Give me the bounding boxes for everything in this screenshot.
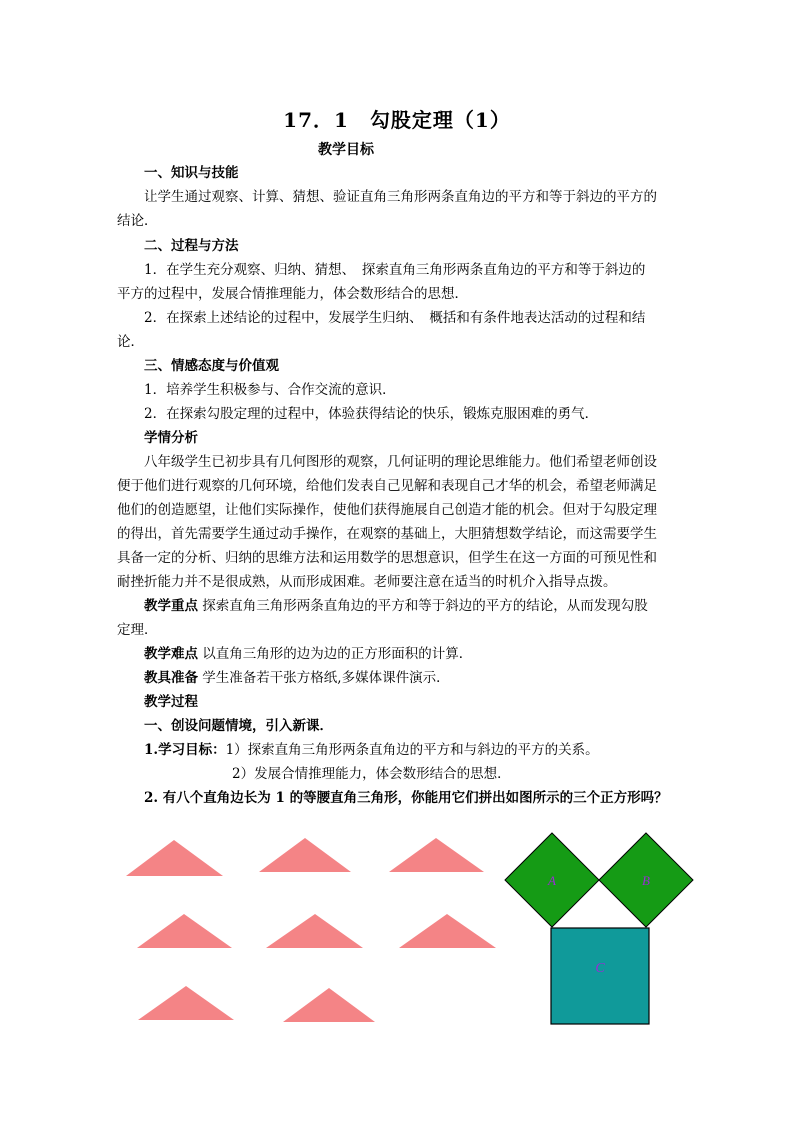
triangle-5 [266,914,363,948]
goal-1: 1）探索直角三角形两条直角边的平方和与斜边的平方的关系。 [225,742,599,758]
key-point-text: 探索直角三角形两条直角边的平方和等于斜边的平方的结论，从而发现勾股 [198,598,648,614]
analysis-heading: 学情分析 [144,430,198,446]
analysis-line3: 他们的创造愿望，让他们实际操作，使他们获得施展自己创造才能的机会。但对于勾股定理 [117,502,657,518]
sec2-item1-line2: 平方的过程中，发展合情推理能力，体会数形结合的思想． [117,286,468,302]
triangle-7 [138,986,234,1020]
sec2-item2-line2: 论． [117,334,144,350]
square-c [551,928,649,1024]
sec2-heading: 二、过程与方法 [144,238,239,254]
tools-label: 教具准备 [144,670,198,686]
sec1-text-line1: 让学生通过观察、计算、猜想、验证直角三角形两条直角边的平方和等于斜边的平方的 [144,189,657,205]
question-line: 2. 有八个直角边长为 1 的等腰直角三角形，你能用它们拼出如图所示的三个正方形吗？ [144,790,668,806]
label-c: C [595,961,605,976]
triangle-1 [126,840,223,876]
goal-line2: 2）发展合情推理能力，体会数形结合的思想． [232,766,511,782]
sec3-heading: 三、情感态度与价值观 [144,358,279,374]
analysis-line6: 耐挫折能力并不是很成熟，从而形成困难。老师要注意在适当的时机介入指导点拨。 [117,574,617,590]
triangle-2 [259,838,351,872]
triangle-8 [283,988,375,1022]
sec3-item1: 1．培养学生积极参与、合作交流的意识． [144,382,396,398]
sec1-text-line2: 结论． [117,213,158,229]
page-title: 17．1 勾股定理（1） [283,108,511,132]
analysis-line2: 便于他们进行观察的几何环境，给他们发表自己见解和表现自己才华的机会，希望老师满足 [117,478,657,494]
key-point-line1 [144,594,648,618]
tools-text: 学生准备若干张方格纸,多媒体课件演示． [198,670,450,686]
key-point-line2: 定理． [117,622,158,638]
process-heading: 教学过程 [144,694,198,710]
goal-label: 1.学习目标： [144,742,226,758]
analysis-line4: 的得出，首先需要学生通过动手操作，在观察的基础上，大胆猜想数学结论，而这需要学生 [117,526,657,542]
triangles-and-squares-figure [0,830,794,1040]
difficulty-label: 教学难点 [144,646,198,662]
label-a: A [548,873,556,888]
sec2-item2-line1: 2．在探索上述结论的过程中，发展学生归纳、 概括和有条件地表达活动的过程和结 [144,310,646,326]
difficulty-text: 以直角三角形的边为边的正方形面积的计算． [198,646,473,662]
tools-line [144,666,450,690]
analysis-line5: 具备一定的分析、归纳的思维方法和运用数学的思想意识，但学生在这一方面的可预见性和 [117,550,657,566]
part1-heading: 一、创设问题情境，引入新课． [144,718,333,734]
sec2-item1-line1: 1．在学生充分观察、归纳、猜想、 探索直角三角形两条直角边的平方和等于斜边的 [144,262,646,278]
triangle-6 [399,914,496,948]
label-b: B [642,873,650,888]
sec3-item2: 2．在探索勾股定理的过程中，体验获得结论的快乐，锻炼克服困难的勇气． [144,406,599,422]
triangle-3 [389,838,484,872]
key-point-label: 教学重点 [144,598,198,614]
analysis-line1: 八年级学生已初步具有几何图形的观察，几何证明的理论思维能力。他们希望老师创设 [144,454,657,470]
triangle-4 [137,914,232,948]
goal-line1 [144,738,599,762]
section-subtitle: 教学目标 [318,142,374,158]
sec1-heading: 一、知识与技能 [144,165,239,181]
difficulty-line [144,642,472,666]
